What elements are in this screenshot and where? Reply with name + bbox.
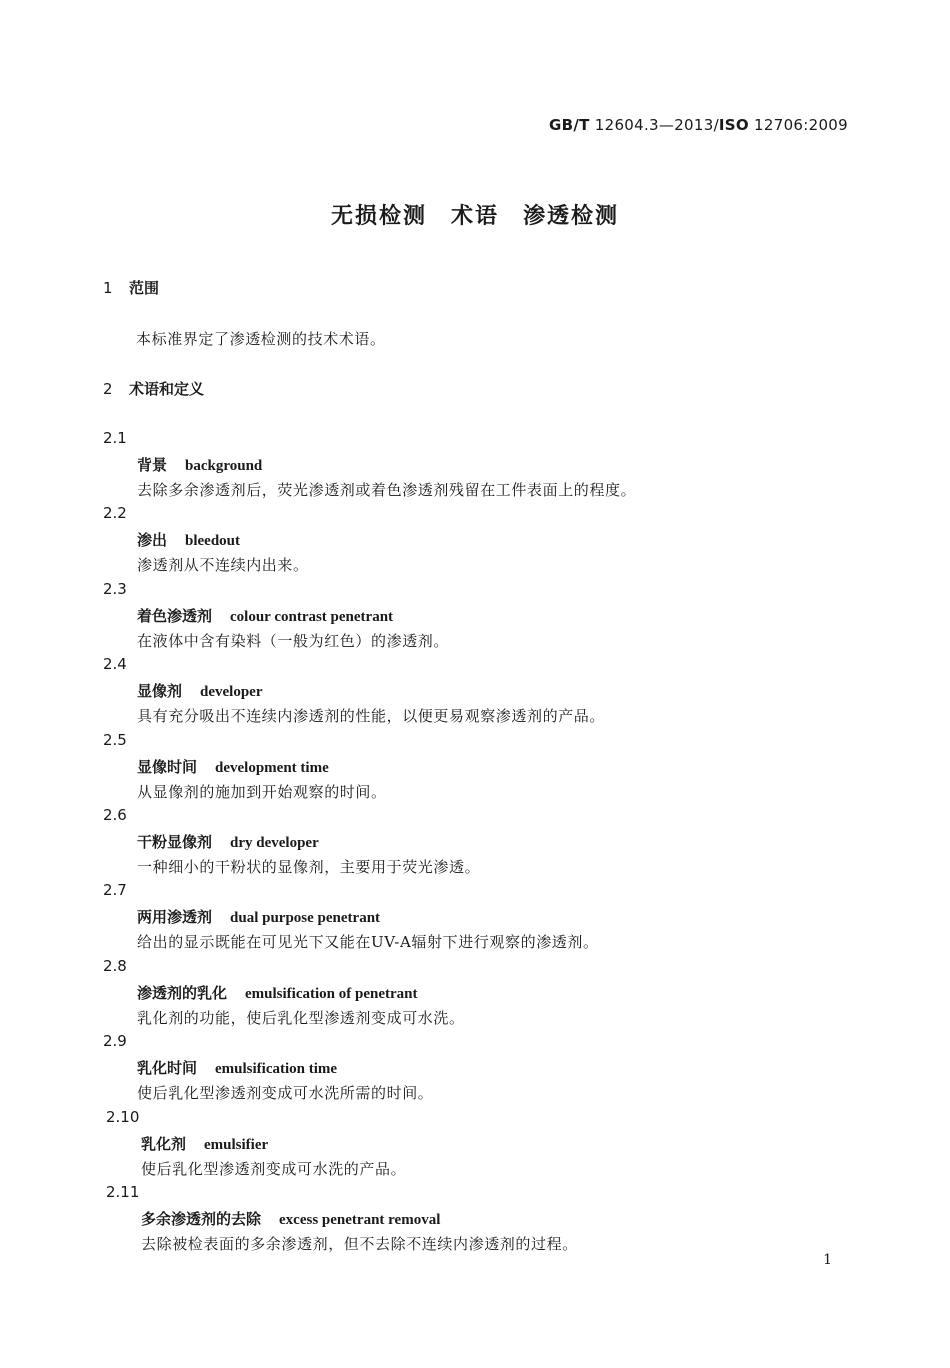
- section-terms-heading: [103, 378, 204, 399]
- term-definition: 去除多余渗透剂后，荧光渗透剂或着色渗透剂残留在工件表面上的程度。: [137, 481, 637, 499]
- standard-code: [549, 116, 848, 134]
- term-name: [137, 906, 380, 927]
- term-number: 2.7: [103, 881, 127, 900]
- term-definition: 在液体中含有染料（一般为红色）的渗透剂。: [137, 631, 450, 650]
- term-english: background: [185, 458, 263, 474]
- term-english: excess penetrant removal: [279, 1212, 441, 1228]
- term-definition: 使后乳化型渗透剂变成可水洗的产品。: [141, 1159, 407, 1178]
- term-chinese: 显像时间: [137, 757, 198, 776]
- term-number: 2.11: [106, 1183, 140, 1201]
- section-scope-text: 本标准界定了渗透检测的技术术语。: [136, 330, 386, 348]
- term-number: 2.5: [103, 730, 127, 749]
- term-number: 2.4: [103, 655, 127, 674]
- section-number: 2: [103, 380, 113, 398]
- term-chinese: 乳化剂: [141, 1134, 187, 1153]
- term-chinese: 着色渗透剂: [137, 606, 213, 625]
- term-english: emulsification time: [215, 1061, 338, 1078]
- term-definition: 乳化剂的功能，使后乳化型渗透剂变成可水洗。: [137, 1008, 465, 1027]
- term-name: [137, 982, 418, 1003]
- std-number: 12604.3—2013/: [594, 116, 719, 134]
- term-chinese: 乳化时间: [137, 1059, 198, 1078]
- term-english: dual purpose penetrant: [230, 910, 381, 927]
- term-chinese: 显像剂: [137, 682, 183, 701]
- term-definition: 一种细小的干粉状的显像剂，主要用于荧光渗透。: [137, 858, 481, 876]
- term-name: [137, 756, 329, 777]
- section-number: 1: [103, 279, 113, 297]
- term-name: [137, 1057, 337, 1078]
- iso-number: 12706:2009: [754, 116, 848, 134]
- term-english: emulsifier: [204, 1136, 269, 1153]
- term-definition: 从显像剂的施加到开始观察的时间。: [137, 782, 387, 801]
- term-english: development time: [215, 759, 329, 776]
- term-chinese: 渗透剂的乳化: [137, 983, 228, 1002]
- term-name: [141, 1133, 268, 1154]
- term-english: dry developer: [230, 835, 319, 851]
- term-number: 2.1: [103, 429, 127, 447]
- term-english: developer: [200, 684, 263, 701]
- term-number: 2.2: [103, 504, 127, 523]
- term-english: bleedout: [185, 533, 241, 550]
- term-name: [141, 1208, 440, 1229]
- term-definition: 去除被检表面的多余渗透剂，但不去除不连续内渗透剂的过程。: [141, 1235, 578, 1253]
- term-number: 2.3: [103, 579, 127, 598]
- term-chinese: 两用渗透剂: [137, 908, 213, 927]
- term-number: 2.10: [106, 1107, 140, 1126]
- term-chinese: 渗出: [137, 531, 168, 550]
- term-english: colour contrast penetrant: [230, 608, 394, 625]
- iso-prefix: ISO: [718, 116, 749, 134]
- term-definition: 渗透剂从不连续内出来。: [137, 556, 309, 575]
- term-chinese: 多余渗透剂的去除: [141, 1210, 262, 1228]
- term-definition: 使后乳化型渗透剂变成可水洗所需的时间。: [137, 1084, 434, 1103]
- term-chinese: 背景: [137, 456, 168, 474]
- page-number: 1: [823, 1252, 832, 1268]
- std-prefix: GB/T: [549, 116, 590, 134]
- term-number: 2.6: [103, 806, 127, 824]
- term-name: [137, 605, 393, 626]
- section-title: 术语和定义: [129, 380, 205, 398]
- section-title: 范围: [129, 279, 160, 297]
- term-definition: 给出的显示既能在可见光下又能在UV-A辐射下进行观察的渗透剂。: [137, 933, 599, 952]
- term-number: 2.9: [103, 1032, 127, 1051]
- section-scope-heading: [103, 277, 159, 298]
- term-english: emulsification of penetrant: [245, 985, 418, 1002]
- term-number: 2.8: [103, 956, 127, 975]
- term-name: [137, 454, 262, 475]
- term-definition: 具有充分吸出不连续内渗透剂的性能，以便更易观察渗透剂的产品。: [137, 707, 606, 726]
- term-name: [137, 831, 319, 852]
- term-name: [137, 680, 263, 701]
- term-chinese: 干粉显像剂: [137, 833, 213, 851]
- document-title: 无损检测 术语 渗透检测: [330, 204, 619, 229]
- term-name: [137, 529, 240, 550]
